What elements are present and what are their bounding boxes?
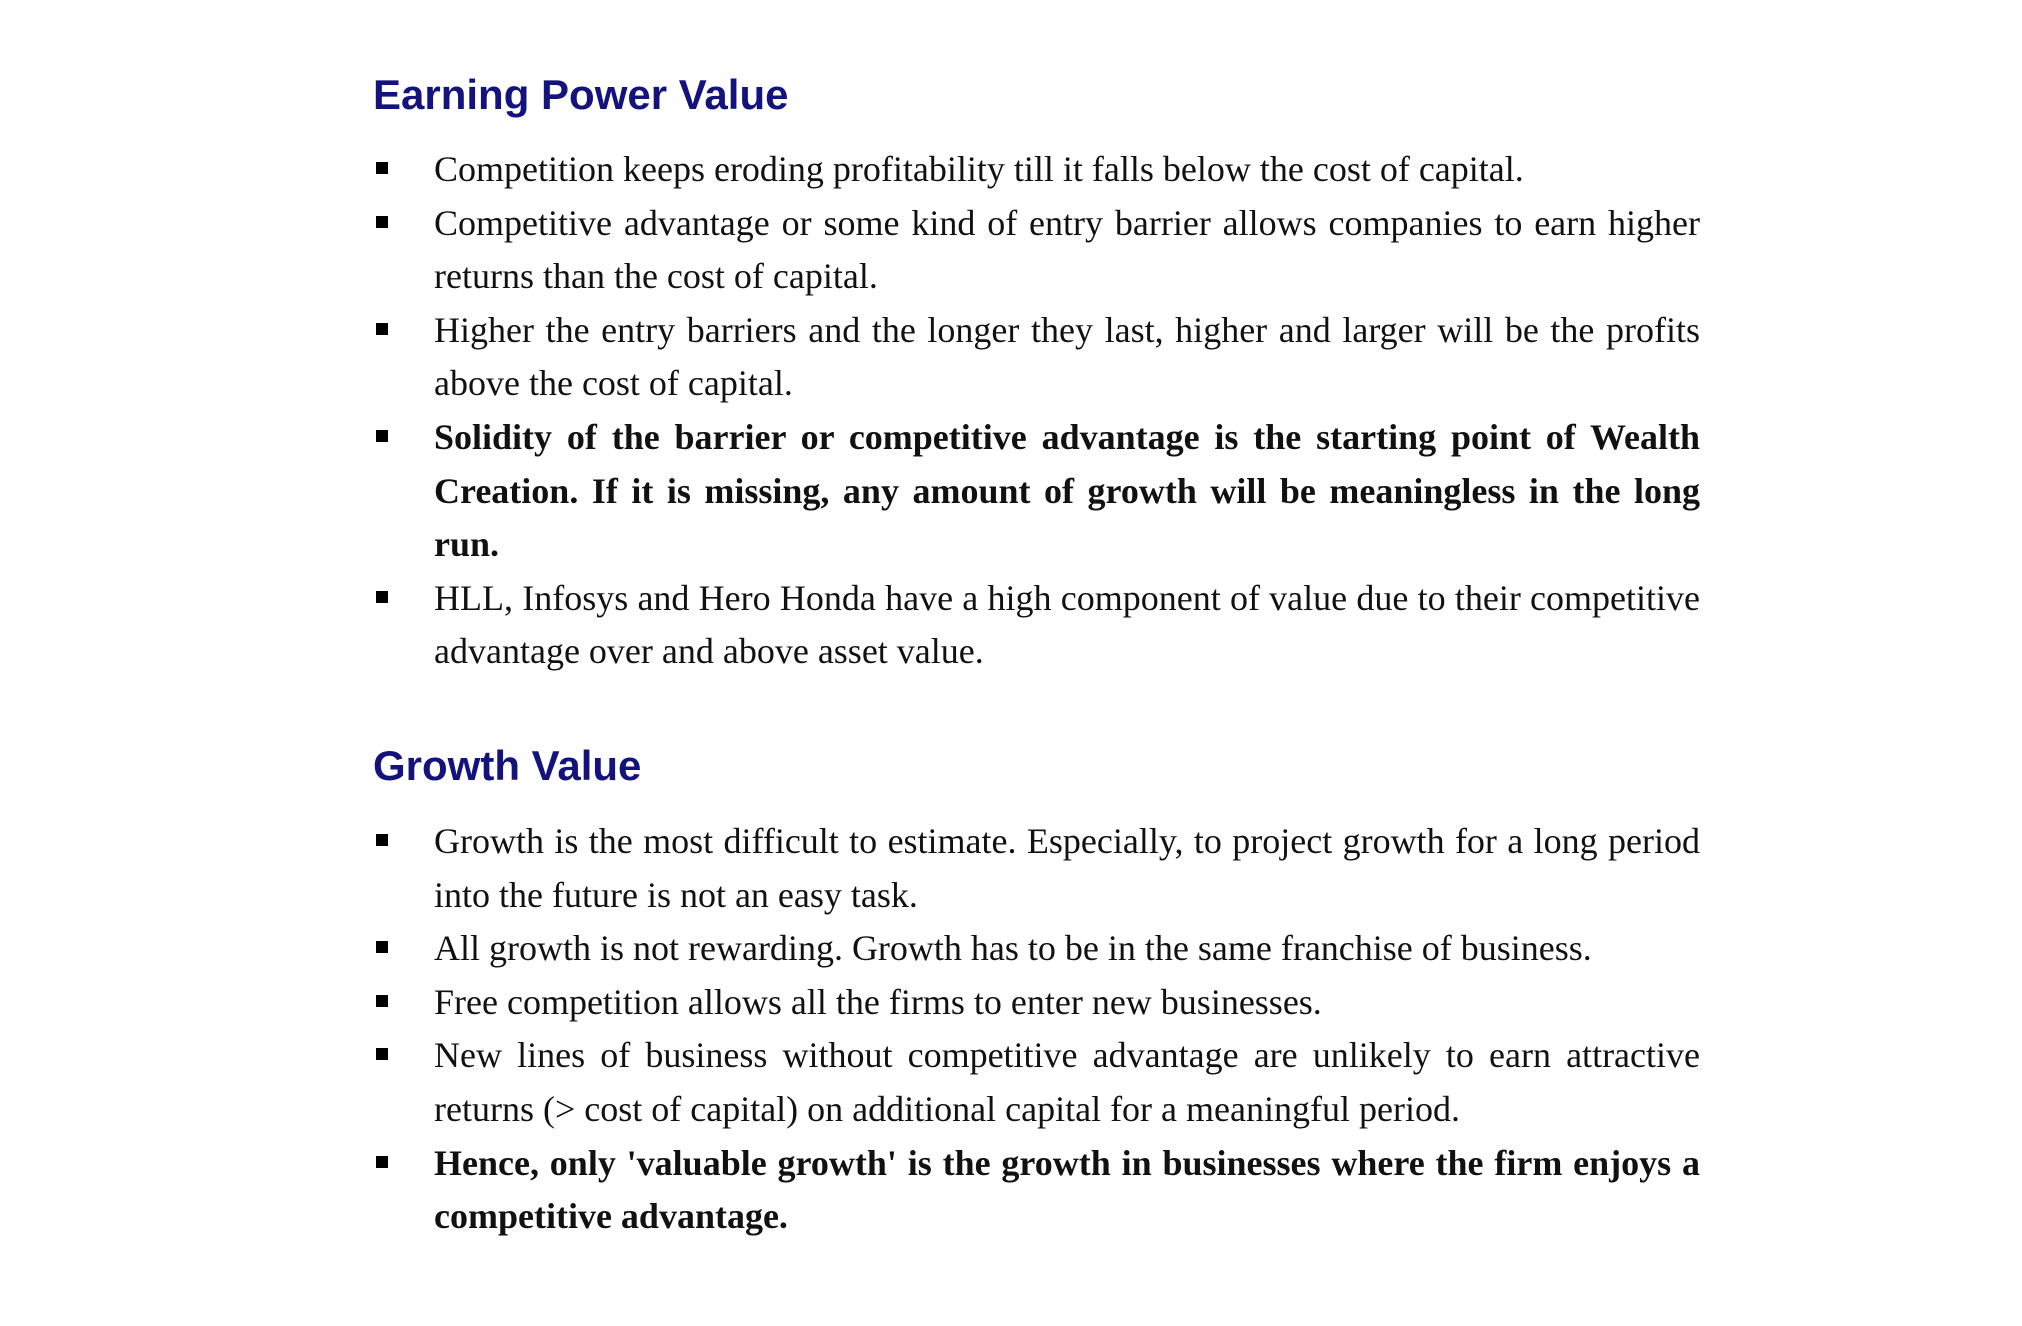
square-bullet-icon <box>376 941 388 953</box>
section-title-growth-value: Growth Value <box>373 742 642 789</box>
list-item-text: All growth is not rewarding. Growth has to be in the same franchise of business. <box>434 928 1592 969</box>
list-item <box>373 815 1700 922</box>
list-item-text: HLL, Infosys and Hero Honda have a high component of value due to their competitive advantage over and above asset value. <box>434 577 1700 672</box>
list-item-text: New lines of business without competitive advantage are unlikely to earn attractive returns (> cost of capital) on additional capital for a meaningful period. <box>434 1035 1700 1129</box>
square-bullet-icon <box>376 995 388 1007</box>
list-item <box>373 572 1700 679</box>
list-item <box>373 304 1700 411</box>
list-item <box>373 1137 1700 1244</box>
list-item <box>373 197 1700 304</box>
square-bullet-icon <box>376 834 388 846</box>
square-bullet-icon <box>376 1048 388 1060</box>
section-title-earning-power-value: Earning Power Value <box>373 71 789 118</box>
list-item <box>373 976 1700 1030</box>
square-bullet-icon <box>376 430 388 442</box>
bullet-list-growth-value <box>373 815 1700 1244</box>
square-bullet-icon <box>376 591 388 603</box>
square-bullet-icon <box>376 1156 388 1168</box>
list-item-text: Competitive advantage or some kind of entry barrier allows companies to earn higher returns than the cost of capital. <box>434 202 1700 297</box>
list-item-text: Solidity of the barrier or competitive advantage is the starting point of Wealth Creation. If it is missing, any amount of growth will be meaningless in the long run. <box>434 416 1700 565</box>
list-item-text: Free competition allows all the firms to enter new businesses. <box>434 981 1322 1022</box>
list-item <box>373 1029 1700 1136</box>
list-item <box>373 411 1700 572</box>
bullet-list-earning-power-value <box>373 143 1700 679</box>
list-item <box>373 143 1700 197</box>
list-item <box>373 922 1700 976</box>
list-item-text: Competition keeps eroding profitability till it falls below the cost of capital. <box>434 149 1524 189</box>
list-item-text: Higher the entry barriers and the longer they last, higher and larger will be the profits above the cost of capital. <box>434 309 1700 404</box>
square-bullet-icon <box>376 323 388 335</box>
list-item-text: Hence, only 'valuable growth' is the growth in businesses where the firm enjoys a competitive advantage. <box>434 1142 1700 1237</box>
list-item-text: Growth is the most difficult to estimate. Especially, to project growth for a long period into the future is not an easy task. <box>434 821 1700 915</box>
square-bullet-icon <box>376 162 388 174</box>
square-bullet-icon <box>376 216 388 228</box>
